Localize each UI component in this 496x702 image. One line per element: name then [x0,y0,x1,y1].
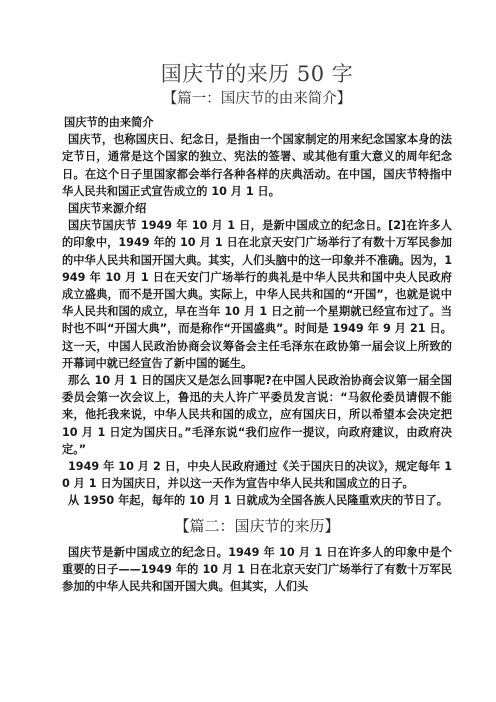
subheading-source-intro: 国庆节来源介绍 [68,202,147,216]
section-header-2: 【篇二：国庆节的来历】 [174,516,340,535]
document-title: 国庆节的来历 50 字 [160,62,354,86]
paragraph: 那么 10 月 1 日的国庆又是怎么回事呢?在中国人民政治协商会议第一届全国委员会第一次会议上，鲁迅的夫人许广平委员发言说：“马叙伦委员请假不能来，他托我来说，中华人民共和国的成立，应有国庆日，所以希望本会决定把 10 月 1 日定为国庆日。”毛泽东说“我们应作一提议，向政府建议，由政府决定。” [62,374,452,456]
subheading-origin-intro: 国庆节的由来简介 [64,116,154,129]
paragraph: 国庆节是新中国成立的纪念日。1949 年 10 月 1 日在许多人的印象中是个重要的日子——1949 年的 10 月 1 日在北京天安门广场举行了有数十万军民参加的中华人民共和国开国大典。但其实，人们头 [62,545,452,594]
paragraph: 1949 年 10 月 2 日，中央人民政府通过《关于国庆日的决议》，规定每年 10 月 1 日为国庆日，并以这一天作为宣告中华人民共和国成立的日子。 [62,460,452,491]
paragraph: 国庆节，也称国庆日、纪念日，是指由一个国家制定的用来纪念国家本身的法定节日，通常是这个国家的独立、宪法的签署、或其他有重大意义的周年纪念日。在这个日子里国家都会举行各种各样的庆典活动。在中国，国庆节特指中华人民共和国正式宣告成立的 10 月 1 日。 [62,133,452,198]
paragraph: 从 1950 年起，每年的 10 月 1 日就成为全国各族人民隆重欢庆的节日了。 [68,494,448,508]
section-header-1: 【篇一：国庆节的由来简介】 [162,91,352,107]
section-1-body [62,114,452,510]
paragraph: 国庆节国庆节 1949 年 10 月 1 日，是新中国成立的纪念日。[2]在许多人的印象中，1949 年的 10 月 1 日在北京天安门广场举行了有数十万军民参加的中华人民共和国开国大典。其实，人们头脑中的这一印象并不准确。因为，1949 年 10 月 1 日在天安门广场举行的典礼是中华人民共和国中央人民政府成立盛典，而不是开国大典。实际上，中华人民共和国的“开国”，也就是说中华人民共和国的成立，早在当年 10 月 1 日之前一个星期就已经宣布过了。当时也不叫“开国大典”，而是称作“开国盛典”。时间是 1949 年 9 月 21 日。这一天，中国人民政治协商会议筹备会主任毛泽东在政协第一届会议上所致的开幕词中就已经宣告了新中国的诞生。 [62,219,452,370]
section-2-body [62,544,452,596]
